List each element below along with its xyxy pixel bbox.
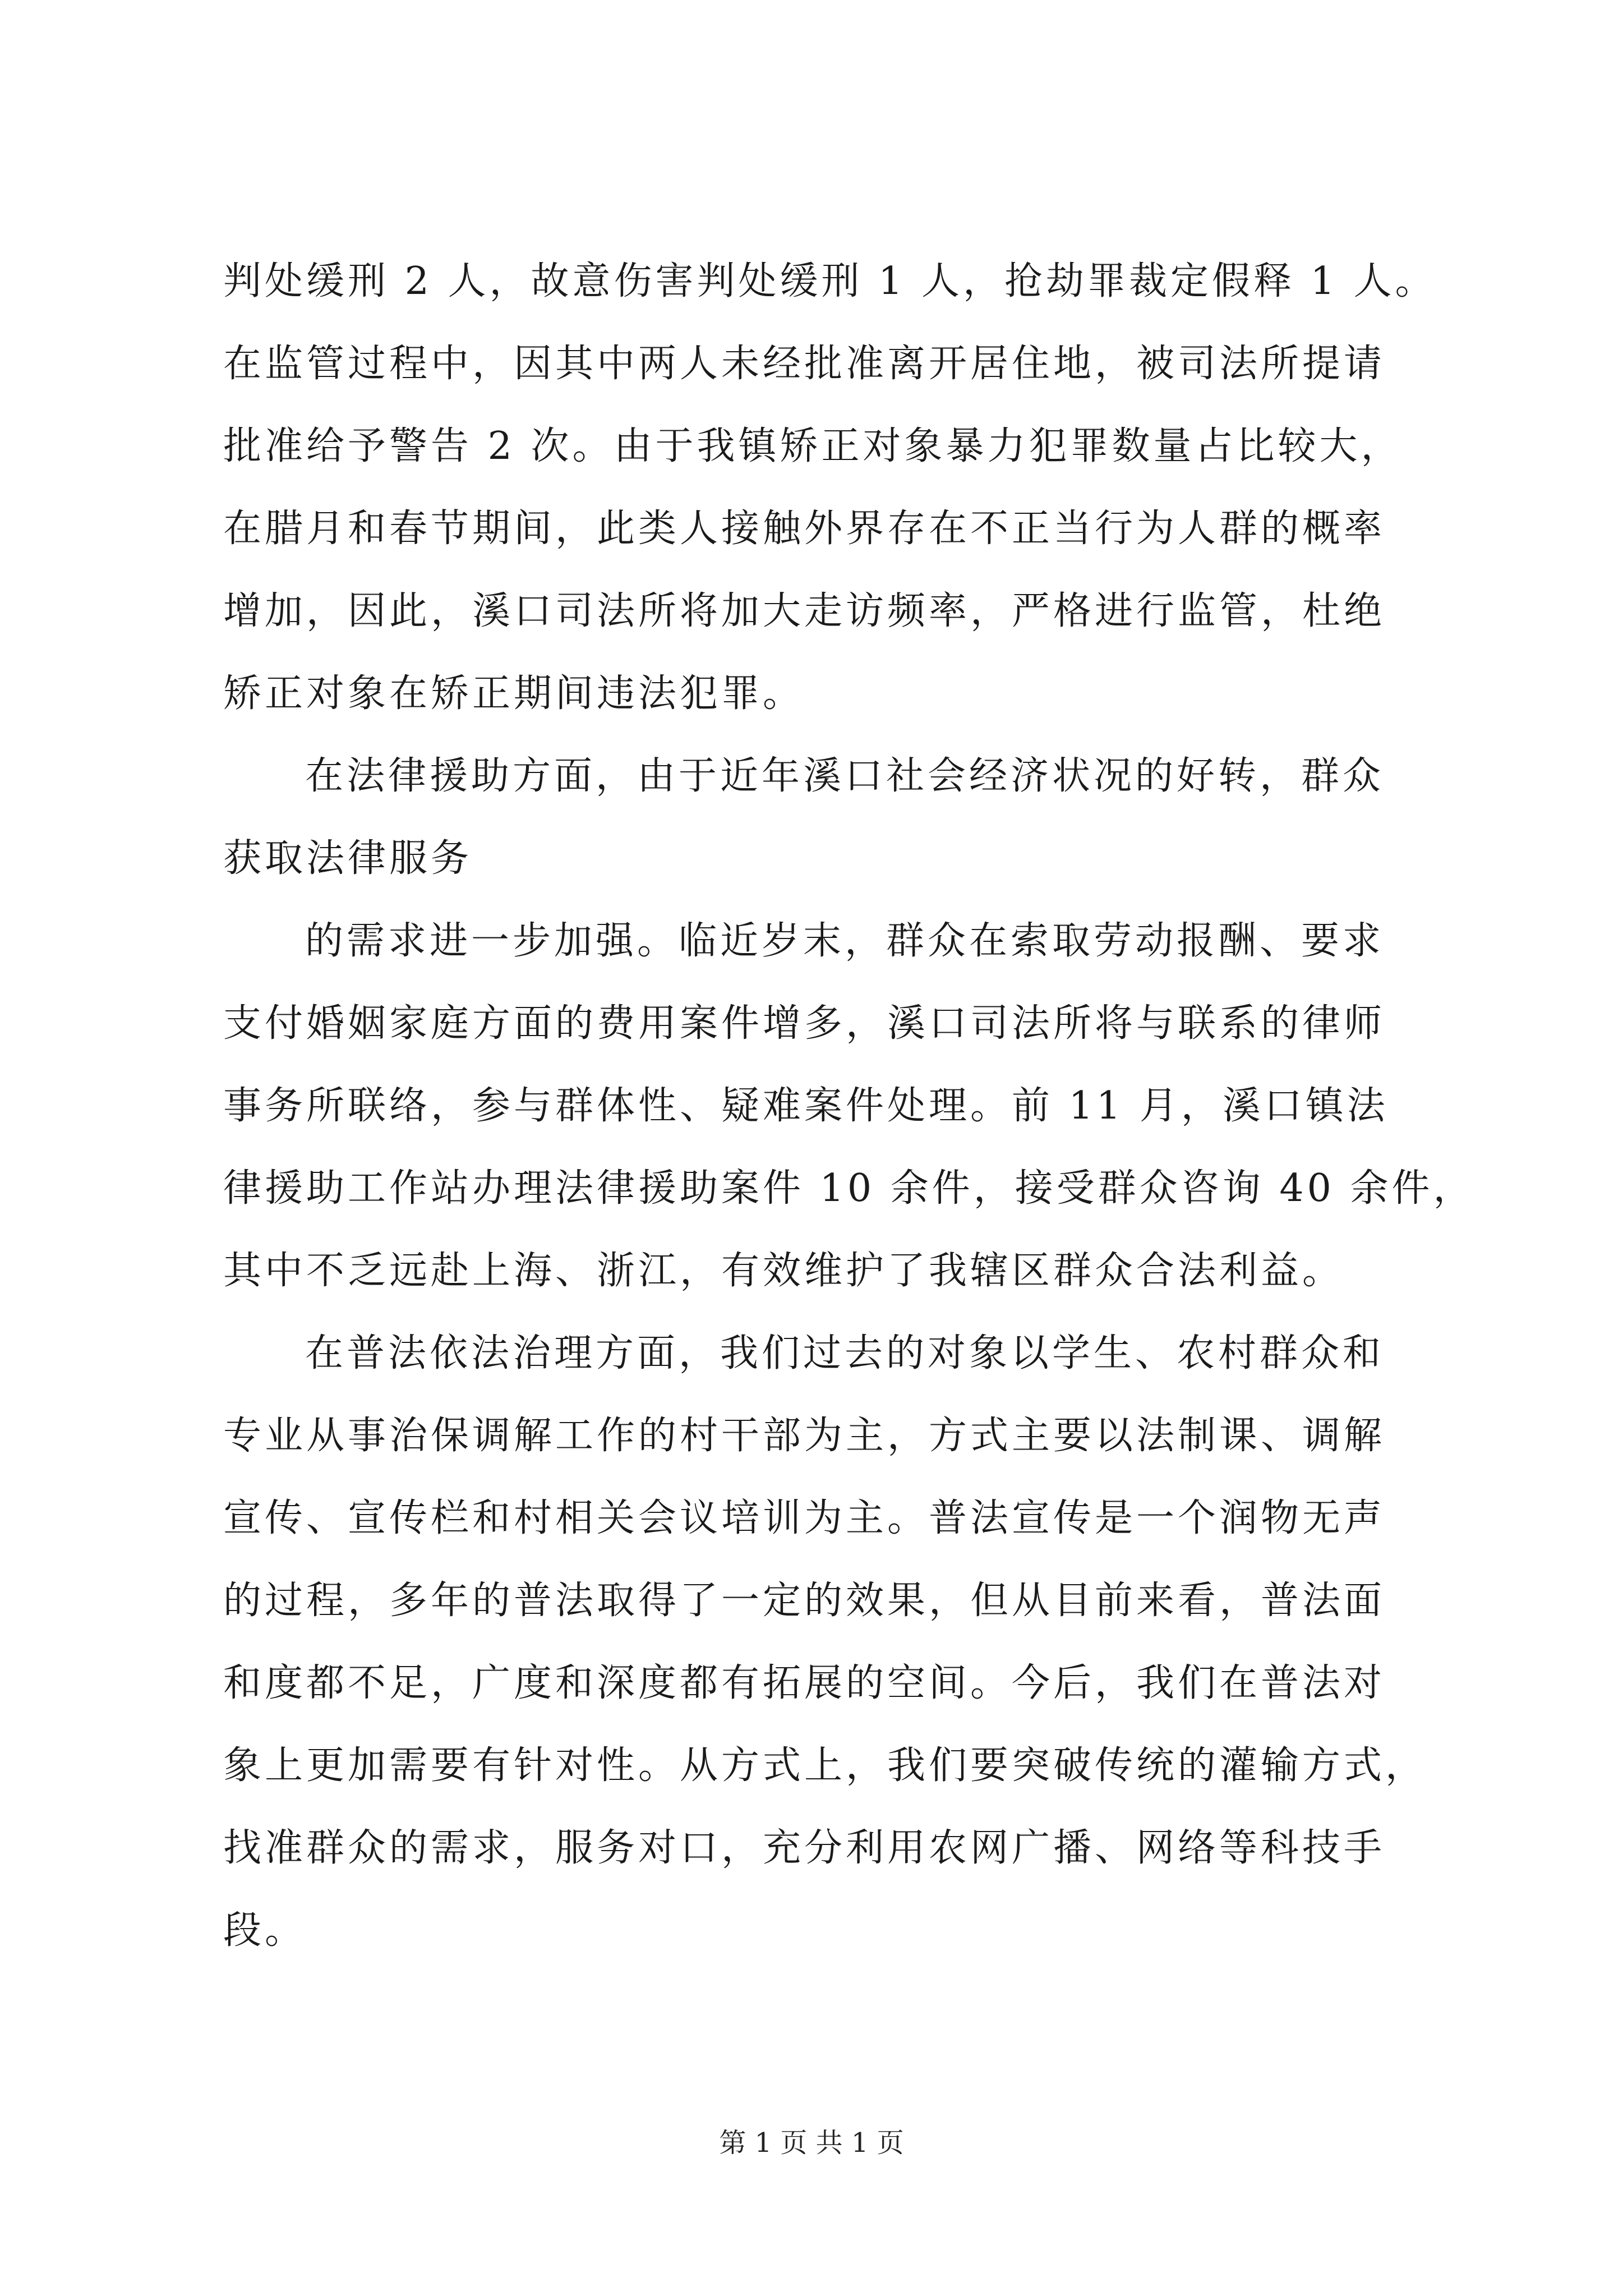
text-line: 的过程，多年的普法取得了一定的效果，但从目前来看，普法面	[223, 1579, 1386, 1623]
text-line: 其中不乏远赴上海、浙江，有效维护了我辖区群众合法利益。	[223, 1249, 1344, 1293]
text-line: 律援助工作站办理法律援助案件 10 余件，接受群众咨询 40 余件，	[223, 1166, 1475, 1211]
text-line: 在监管过程中，因其中两人未经批准离开居住地，被司法所提请	[223, 342, 1386, 386]
paragraph-start-line: 的需求进一步加强。临近岁末，群众在索取劳动报酬、要求	[305, 919, 1385, 963]
text-line: 在腊月和春节期间，此类人接触外界存在不正当行为人群的概率	[223, 507, 1386, 551]
text-line: 增加，因此，溪口司法所将加大走访频率，严格进行监管，杜绝	[223, 589, 1386, 633]
text-line: 矫正对象在矫正期间违法犯罪。	[223, 671, 805, 716]
text-line: 和度都不足，广度和深度都有拓展的空间。今后，我们在普法对	[223, 1661, 1386, 1705]
text-line: 判处缓刑 2 人，故意伤害判处缓刑 1 人，抢劫罪裁定假释 1 人。	[223, 259, 1437, 303]
paragraph-start-line: 在普法依法治理方面，我们过去的对象以学生、农村群众和	[305, 1331, 1385, 1375]
text-line: 支付婚姻家庭方面的费用案件增多，溪口司法所将与联系的律师	[223, 1001, 1386, 1046]
text-line: 专业从事治保调解工作的村干部为主，方式主要以法制课、调解	[223, 1414, 1386, 1458]
page-number-footer: 第 1 页 共 1 页	[719, 2127, 904, 2159]
text-line: 批准给予警告 2 次。由于我镇矫正对象暴力犯罪数量占比较大，	[223, 424, 1403, 468]
text-line: 事务所联络，参与群体性、疑难案件处理。前 11 月，溪口镇法	[223, 1084, 1389, 1128]
text-line: 段。	[223, 1908, 307, 1953]
text-line: 象上更加需要有针对性。从方式上，我们要突破传统的灌输方式，	[223, 1743, 1427, 1788]
document-body	[223, 240, 1475, 1972]
text-line: 找准群众的需求，服务对口，充分利用农网广播、网络等科技手	[223, 1826, 1386, 1870]
text-line: 宣传、宣传栏和村相关会议培训为主。普法宣传是一个润物无声	[223, 1496, 1386, 1540]
text-line: 获取法律服务	[223, 836, 473, 881]
paragraph-start-line: 在法律援助方面，由于近年溪口社会经济状况的好转，群众	[305, 754, 1385, 798]
